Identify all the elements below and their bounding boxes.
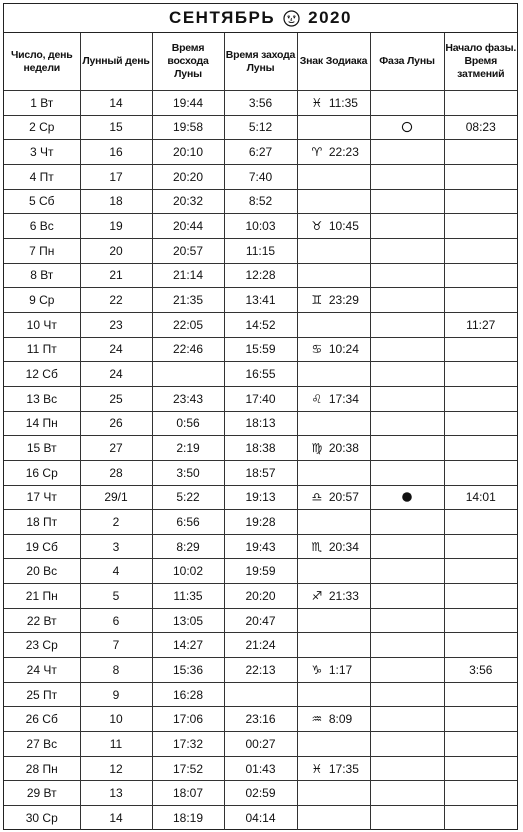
cell-lunar-day: 24	[80, 362, 152, 387]
cell-date: 7 Пн	[4, 238, 80, 263]
table-row	[4, 238, 517, 263]
table-row	[4, 189, 517, 214]
table-row	[4, 460, 517, 485]
zodiac-time: 10:24	[328, 342, 359, 357]
cell-phase-time	[444, 189, 517, 214]
cell-phase-time	[444, 732, 517, 757]
cell-lunar-day: 27	[80, 436, 152, 461]
cell-date: 21 Пн	[4, 584, 80, 609]
cell-zodiac	[297, 115, 370, 140]
table-row	[4, 312, 517, 337]
zodiac-time: 8:09	[328, 712, 353, 727]
zodiac-time: 10:45	[328, 219, 359, 234]
cell-phase	[370, 411, 444, 436]
cell-zodiac	[297, 485, 370, 510]
cell-zodiac	[297, 91, 370, 116]
first-quarter-icon	[371, 664, 444, 676]
cell-moonrise: 20:10	[152, 140, 224, 165]
cell-date: 9 Ср	[4, 288, 80, 313]
cell-moonrise: 8:29	[152, 534, 224, 559]
cell-moonrise	[152, 362, 224, 387]
cell-moonset: 19:59	[224, 559, 297, 584]
cell-phase-time	[444, 436, 517, 461]
table-row	[4, 362, 517, 387]
column-header-moonrise: Время восхода Луны	[152, 33, 224, 91]
cell-phase	[370, 756, 444, 781]
cell-moonrise: 15:36	[152, 658, 224, 683]
cell-zodiac	[297, 756, 370, 781]
table-row	[4, 115, 517, 140]
cell-lunar-day: 14	[80, 91, 152, 116]
cell-moonrise: 22:46	[152, 337, 224, 362]
cell-moonrise: 23:43	[152, 386, 224, 411]
cell-phase-time	[444, 633, 517, 658]
zodiac-time: 20:57	[328, 490, 359, 505]
cell-zodiac	[297, 411, 370, 436]
cell-zodiac	[297, 608, 370, 633]
table-row	[4, 263, 517, 288]
zodiac-sign-icon: ♋	[311, 342, 323, 357]
cell-moonrise: 16:28	[152, 682, 224, 707]
zodiac-time: 20:34	[328, 539, 359, 554]
cell-lunar-day: 6	[80, 608, 152, 633]
cell-lunar-day: 11	[80, 732, 152, 757]
moon-table	[4, 33, 517, 830]
cell-phase-time: 11:27	[444, 312, 517, 337]
zodiac-sign-icon: ♌	[311, 391, 323, 406]
cell-zodiac	[297, 460, 370, 485]
cell-moonset: 04:14	[224, 806, 297, 830]
cell-phase	[370, 386, 444, 411]
cell-zodiac	[297, 312, 370, 337]
cell-moonset: 10:03	[224, 214, 297, 239]
cell-date: 24 Чт	[4, 658, 80, 683]
cell-phase-time	[444, 806, 517, 830]
cell-zodiac	[297, 732, 370, 757]
table-row	[4, 658, 517, 683]
cell-lunar-day: 8	[80, 658, 152, 683]
table-row	[4, 337, 517, 362]
cell-moonrise: 5:22	[152, 485, 224, 510]
cell-phase-time	[444, 164, 517, 189]
cell-zodiac	[297, 534, 370, 559]
zodiac-time: 22:23	[328, 145, 359, 160]
cell-phase-time	[444, 362, 517, 387]
cell-date: 29 Вт	[4, 781, 80, 806]
cell-zodiac	[297, 781, 370, 806]
last-quarter-icon	[371, 319, 444, 331]
cell-date: 19 Сб	[4, 534, 80, 559]
cell-moonset: 18:38	[224, 436, 297, 461]
cell-moonset: 15:59	[224, 337, 297, 362]
cell-moonset: 19:13	[224, 485, 297, 510]
zodiac-sign-icon: ♏	[311, 539, 323, 554]
cell-lunar-day: 22	[80, 288, 152, 313]
cell-phase-time	[444, 682, 517, 707]
cell-phase-time	[444, 288, 517, 313]
cell-date: 26 Сб	[4, 707, 80, 732]
cell-phase-time	[444, 559, 517, 584]
table-header-row	[4, 33, 517, 91]
full-moon-icon	[371, 121, 444, 133]
cell-moonset: 17:40	[224, 386, 297, 411]
month-title: СЕНТЯБРЬ	[169, 8, 276, 27]
cell-moonset: 18:13	[224, 411, 297, 436]
cell-moonset: 23:16	[224, 707, 297, 732]
page-title	[4, 4, 517, 33]
table-row	[4, 559, 517, 584]
table-row	[4, 608, 517, 633]
table-row	[4, 781, 517, 806]
cell-date: 2 Ср	[4, 115, 80, 140]
cell-zodiac	[297, 288, 370, 313]
table-row	[4, 288, 517, 313]
cell-moonset	[224, 682, 297, 707]
table-row	[4, 584, 517, 609]
table-row	[4, 806, 517, 830]
cell-moonset: 01:43	[224, 756, 297, 781]
cell-lunar-day: 14	[80, 806, 152, 830]
cell-lunar-day: 7	[80, 633, 152, 658]
new-moon-icon	[371, 491, 444, 503]
table-row	[4, 534, 517, 559]
cell-date: 15 Вт	[4, 436, 80, 461]
cell-moonset: 22:13	[224, 658, 297, 683]
cell-lunar-day: 26	[80, 411, 152, 436]
cell-phase	[370, 362, 444, 387]
cell-date: 25 Пт	[4, 682, 80, 707]
cell-phase-time	[444, 238, 517, 263]
cell-phase	[370, 732, 444, 757]
cell-moonrise: 19:58	[152, 115, 224, 140]
table-row	[4, 756, 517, 781]
cell-phase-time	[444, 756, 517, 781]
cell-phase-time	[444, 386, 517, 411]
cell-lunar-day: 24	[80, 337, 152, 362]
cell-phase-time: 14:01	[444, 485, 517, 510]
cell-lunar-day: 13	[80, 781, 152, 806]
cell-moonset: 18:57	[224, 460, 297, 485]
cell-moonrise: 17:32	[152, 732, 224, 757]
zodiac-sign-icon: ♐	[311, 588, 323, 603]
zodiac-time: 17:34	[328, 391, 359, 406]
cell-lunar-day: 15	[80, 115, 152, 140]
cell-phase-time	[444, 781, 517, 806]
cell-phase-time	[444, 510, 517, 535]
cell-moonset: 7:40	[224, 164, 297, 189]
cell-moonset: 16:55	[224, 362, 297, 387]
zodiac-sign-icon: ♑	[311, 662, 323, 677]
zodiac-sign-icon: ♒	[311, 712, 323, 727]
moon-face-icon	[283, 10, 300, 27]
cell-moonset: 13:41	[224, 288, 297, 313]
column-header-date: Число, день недели	[4, 33, 80, 91]
column-header-zodiac: Знак Зодиака	[297, 33, 370, 91]
table-row	[4, 510, 517, 535]
cell-lunar-day: 29/1	[80, 485, 152, 510]
cell-date: 17 Чт	[4, 485, 80, 510]
cell-phase	[370, 164, 444, 189]
cell-zodiac	[297, 584, 370, 609]
cell-moonset: 20:47	[224, 608, 297, 633]
cell-date: 10 Чт	[4, 312, 80, 337]
cell-moonset: 14:52	[224, 312, 297, 337]
cell-date: 8 Вт	[4, 263, 80, 288]
cell-phase-time: 08:23	[444, 115, 517, 140]
zodiac-sign-icon: ♓	[311, 95, 323, 110]
cell-phase	[370, 658, 444, 683]
cell-moonset: 3:56	[224, 91, 297, 116]
cell-lunar-day: 25	[80, 386, 152, 411]
cell-date: 18 Пт	[4, 510, 80, 535]
column-header-moonset: Время захода Луны	[224, 33, 297, 91]
cell-moonrise: 20:57	[152, 238, 224, 263]
cell-lunar-day: 17	[80, 164, 152, 189]
cell-zodiac	[297, 510, 370, 535]
cell-moonset: 5:12	[224, 115, 297, 140]
cell-lunar-day: 10	[80, 707, 152, 732]
cell-zodiac	[297, 658, 370, 683]
cell-moonrise: 10:02	[152, 559, 224, 584]
cell-phase	[370, 238, 444, 263]
cell-phase-time: 3:56	[444, 658, 517, 683]
table-row	[4, 164, 517, 189]
cell-moonrise: 14:27	[152, 633, 224, 658]
cell-moonset: 12:28	[224, 263, 297, 288]
zodiac-sign-icon: ♈	[311, 145, 323, 160]
cell-zodiac	[297, 386, 370, 411]
cell-phase	[370, 288, 444, 313]
cell-lunar-day: 4	[80, 559, 152, 584]
cell-phase	[370, 781, 444, 806]
table-row	[4, 386, 517, 411]
cell-lunar-day: 19	[80, 214, 152, 239]
cell-date: 14 Пн	[4, 411, 80, 436]
cell-phase	[370, 633, 444, 658]
cell-phase	[370, 584, 444, 609]
cell-phase-time	[444, 584, 517, 609]
zodiac-time: 21:33	[328, 588, 359, 603]
cell-moonset: 11:15	[224, 238, 297, 263]
cell-zodiac	[297, 633, 370, 658]
zodiac-sign-icon: ♓	[311, 761, 323, 776]
cell-phase	[370, 263, 444, 288]
cell-date: 4 Пт	[4, 164, 80, 189]
cell-phase	[370, 608, 444, 633]
cell-zodiac	[297, 337, 370, 362]
cell-moonrise: 6:56	[152, 510, 224, 535]
cell-moonset: 19:28	[224, 510, 297, 535]
zodiac-time: 1:17	[328, 662, 353, 677]
cell-date: 5 Сб	[4, 189, 80, 214]
table-row	[4, 436, 517, 461]
zodiac-time: 20:38	[328, 441, 359, 456]
cell-moonset: 19:43	[224, 534, 297, 559]
cell-phase-time	[444, 534, 517, 559]
cell-phase	[370, 436, 444, 461]
cell-moonrise: 22:05	[152, 312, 224, 337]
cell-zodiac	[297, 682, 370, 707]
cell-date: 20 Вс	[4, 559, 80, 584]
cell-date: 13 Вс	[4, 386, 80, 411]
table-row	[4, 411, 517, 436]
cell-zodiac	[297, 707, 370, 732]
cell-moonset: 20:20	[224, 584, 297, 609]
moon-calendar	[3, 3, 518, 830]
cell-moonrise: 19:44	[152, 91, 224, 116]
table-row	[4, 682, 517, 707]
zodiac-sign-icon: ♊	[311, 293, 323, 308]
cell-phase	[370, 140, 444, 165]
cell-phase	[370, 460, 444, 485]
column-header-lunar-day: Лунный день	[80, 33, 152, 91]
cell-zodiac	[297, 238, 370, 263]
cell-moonrise: 21:14	[152, 263, 224, 288]
zodiac-time: 11:35	[328, 95, 358, 110]
cell-lunar-day: 16	[80, 140, 152, 165]
cell-zodiac	[297, 140, 370, 165]
year-title: 2020	[308, 8, 352, 27]
cell-zodiac	[297, 214, 370, 239]
cell-date: 3 Чт	[4, 140, 80, 165]
zodiac-sign-icon: ♉	[311, 219, 323, 234]
cell-zodiac	[297, 806, 370, 830]
cell-lunar-day: 12	[80, 756, 152, 781]
cell-date: 16 Ср	[4, 460, 80, 485]
cell-phase	[370, 510, 444, 535]
cell-phase-time	[444, 337, 517, 362]
table-row	[4, 485, 517, 510]
table-row	[4, 707, 517, 732]
cell-moonrise: 18:19	[152, 806, 224, 830]
cell-moonrise: 2:19	[152, 436, 224, 461]
zodiac-sign-icon: ♎	[311, 490, 323, 505]
cell-moonrise: 17:52	[152, 756, 224, 781]
cell-lunar-day: 2	[80, 510, 152, 535]
cell-moonrise: 17:06	[152, 707, 224, 732]
cell-lunar-day: 20	[80, 238, 152, 263]
cell-date: 28 Пн	[4, 756, 80, 781]
cell-lunar-day: 9	[80, 682, 152, 707]
table-row	[4, 732, 517, 757]
zodiac-time: 17:35	[328, 761, 359, 776]
cell-date: 30 Ср	[4, 806, 80, 830]
cell-phase	[370, 559, 444, 584]
cell-phase	[370, 312, 444, 337]
cell-moonrise: 20:44	[152, 214, 224, 239]
cell-moonset: 8:52	[224, 189, 297, 214]
cell-date: 11 Пт	[4, 337, 80, 362]
cell-moonrise: 11:35	[152, 584, 224, 609]
cell-phase-time	[444, 214, 517, 239]
table-row	[4, 633, 517, 658]
cell-moonrise: 0:56	[152, 411, 224, 436]
table-row	[4, 91, 517, 116]
cell-date: 22 Вт	[4, 608, 80, 633]
cell-phase	[370, 806, 444, 830]
cell-lunar-day: 21	[80, 263, 152, 288]
cell-phase	[370, 189, 444, 214]
cell-zodiac	[297, 436, 370, 461]
cell-phase	[370, 707, 444, 732]
cell-zodiac	[297, 189, 370, 214]
cell-lunar-day: 23	[80, 312, 152, 337]
column-header-phase-time: Начало фазы. Время затмений	[444, 33, 517, 91]
cell-moonrise: 20:32	[152, 189, 224, 214]
cell-zodiac	[297, 164, 370, 189]
cell-moonrise: 3:50	[152, 460, 224, 485]
cell-date: 23 Ср	[4, 633, 80, 658]
cell-moonrise: 18:07	[152, 781, 224, 806]
cell-phase	[370, 485, 444, 510]
cell-phase-time	[444, 608, 517, 633]
cell-moonset: 6:27	[224, 140, 297, 165]
cell-phase	[370, 214, 444, 239]
cell-moonrise: 13:05	[152, 608, 224, 633]
cell-phase-time	[444, 411, 517, 436]
table-row	[4, 140, 517, 165]
cell-moonrise: 20:20	[152, 164, 224, 189]
cell-moonset: 21:24	[224, 633, 297, 658]
cell-phase-time	[444, 91, 517, 116]
cell-phase-time	[444, 263, 517, 288]
cell-phase	[370, 337, 444, 362]
cell-date: 1 Вт	[4, 91, 80, 116]
cell-phase	[370, 115, 444, 140]
cell-moonset: 02:59	[224, 781, 297, 806]
cell-zodiac	[297, 263, 370, 288]
cell-lunar-day: 3	[80, 534, 152, 559]
cell-phase-time	[444, 460, 517, 485]
cell-lunar-day: 18	[80, 189, 152, 214]
cell-date: 12 Сб	[4, 362, 80, 387]
table-row	[4, 214, 517, 239]
zodiac-time: 23:29	[328, 293, 359, 308]
cell-phase-time	[444, 140, 517, 165]
cell-lunar-day: 5	[80, 584, 152, 609]
cell-date: 27 Вс	[4, 732, 80, 757]
cell-phase	[370, 91, 444, 116]
cell-lunar-day: 28	[80, 460, 152, 485]
cell-zodiac	[297, 559, 370, 584]
cell-phase-time	[444, 707, 517, 732]
cell-date: 6 Вс	[4, 214, 80, 239]
cell-moonrise: 21:35	[152, 288, 224, 313]
cell-phase	[370, 534, 444, 559]
cell-zodiac	[297, 362, 370, 387]
zodiac-sign-icon: ♍	[311, 441, 323, 456]
cell-phase	[370, 682, 444, 707]
cell-moonset: 00:27	[224, 732, 297, 757]
column-header-phase: Фаза Луны	[370, 33, 444, 91]
